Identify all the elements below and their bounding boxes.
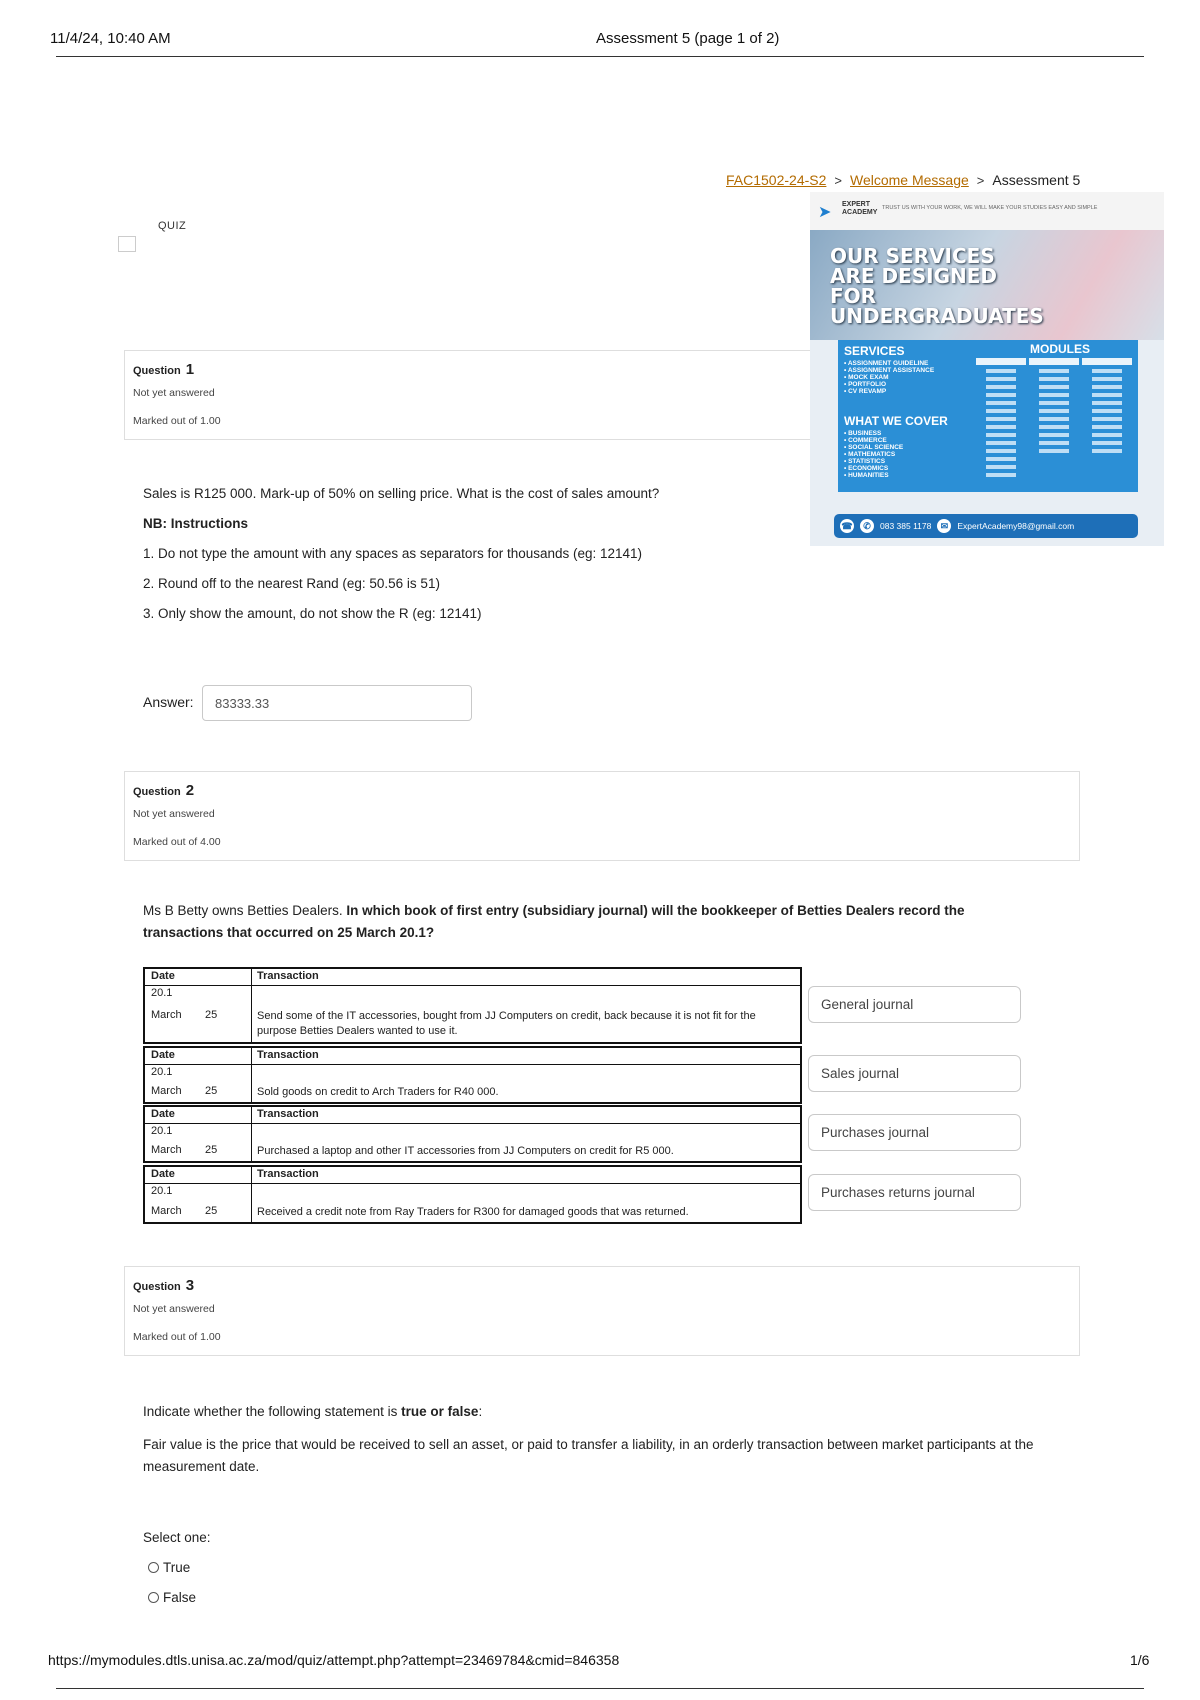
- answer-label: Answer:: [143, 694, 194, 710]
- ad-services-title: SERVICES: [844, 344, 905, 358]
- question-3-intro: Indicate whether the following statement is true or false:: [143, 1404, 483, 1419]
- date-year: 20.1: [151, 1125, 173, 1137]
- question-title: Question 1: [133, 361, 195, 378]
- date-day: 25: [205, 1009, 218, 1021]
- answer-drop-zone-2[interactable]: [808, 1055, 1021, 1092]
- ad-service-item: • CV REVAMP: [844, 388, 887, 395]
- ad-cover-item: • SOCIAL SCIENCE: [844, 444, 904, 451]
- transaction-text: Purchased a laptop and other IT accessories from JJ Computers on credit for R5 000.: [257, 1145, 674, 1157]
- question-title: Question 3: [133, 1277, 195, 1294]
- ad-service-item: • MOCK EXAM: [844, 374, 889, 381]
- transaction-header: Transaction: [257, 970, 319, 982]
- print-page-number: 1/6: [1130, 1652, 1150, 1668]
- ad-service-item: • ASSIGNMENT GUIDELINE: [844, 360, 929, 367]
- option-false[interactable]: [148, 1590, 196, 1605]
- instruction-item: 3. Only show the amount, do not show the R (eg: 12141): [143, 606, 482, 621]
- question-status: Not yet answered: [133, 1303, 215, 1315]
- radio-button-false[interactable]: [148, 1592, 159, 1603]
- transaction-header: Transaction: [257, 1168, 319, 1180]
- print-url: https://mymodules.dtls.unisa.ac.za/mod/quiz/attempt.php?attempt=23469784&cmid=846358: [48, 1652, 620, 1668]
- instruction-item: 2. Round off to the nearest Rand (eg: 50.56 is 51): [143, 576, 440, 591]
- transaction-header: Transaction: [257, 1108, 319, 1120]
- ad-cover-item: • MATHEMATICS: [844, 451, 896, 458]
- ad-cover-item: • HUMANITIES: [844, 472, 889, 479]
- date-year: 20.1: [151, 1185, 173, 1197]
- question-marks: Marked out of 1.00: [133, 1331, 221, 1343]
- answer-choice: Sales journal: [821, 1066, 900, 1081]
- date-month: March: [151, 1085, 182, 1097]
- date-header: Date: [151, 1108, 175, 1120]
- quiz-label: QUIZ: [158, 220, 187, 232]
- ad-contact-bar: [834, 514, 1138, 538]
- ad-cover-title: WHAT WE COVER: [844, 414, 948, 428]
- question-marks: Marked out of 4.00: [133, 836, 221, 848]
- question-3-statement: Fair value is the price that would be received to sell an asset, or paid to transfer a liability, in an orderly transaction between market participants at the measurement date.: [143, 1437, 1034, 1474]
- question-1-nb: NB: Instructions: [143, 516, 249, 531]
- answer-drop-zone-1[interactable]: [808, 986, 1021, 1023]
- question-info-2: [124, 771, 1080, 861]
- date-year: 20.1: [151, 987, 173, 999]
- print-page-title: Assessment 5 (page 1 of 2): [596, 30, 780, 47]
- answer-choice: General journal: [821, 997, 914, 1012]
- ad-headline: OUR SERVICES ARE DESIGNED FOR UNDERGRADUATES: [830, 244, 1044, 328]
- date-day: 25: [205, 1144, 218, 1156]
- breadcrumb-welcome-link[interactable]: Welcome Message: [850, 172, 969, 188]
- question-info-1: [124, 350, 816, 440]
- option-label: False: [163, 1590, 197, 1605]
- instruction-item: 1. Do not type the amount with any spaces as separators for thousands (eg: 12141): [143, 546, 643, 561]
- transaction-table-3: [143, 1105, 802, 1163]
- breadcrumb-separator: >: [976, 172, 985, 188]
- answer-drop-zone-3[interactable]: [808, 1114, 1021, 1151]
- ad-email: ExpertAcademy98@gmail.com: [957, 521, 1075, 531]
- ad-cover-item: • ECONOMICS: [844, 465, 889, 472]
- ad-modules-title: MODULES: [1030, 342, 1090, 356]
- question-2-text: Ms B Betty owns Betties Dealers. In which book of first entry (subsidiary journal) will the bookkeeper of Betties Dealers record the transactions that occurred on 25 March 20.1?: [143, 903, 965, 940]
- date-month: March: [151, 1144, 182, 1156]
- question-1-text: Sales is R125 000. Mark-up of 50% on selling price. What is the cost of sales amount?: [143, 486, 660, 501]
- ad-tagline: TRUST US WITH YOUR WORK, WE WILL MAKE YOUR STUDIES EASY AND SIMPLE: [882, 205, 1098, 211]
- question-marks: Marked out of 1.00: [133, 415, 221, 427]
- date-year: 20.1: [151, 1066, 173, 1078]
- option-true[interactable]: [148, 1560, 190, 1575]
- transaction-table-1: [143, 967, 802, 1044]
- question-status: Not yet answered: [133, 387, 215, 399]
- phone-icon: ☎: [840, 519, 854, 533]
- ad-service-item: • PORTFOLIO: [844, 381, 887, 388]
- answer-choice: Purchases returns journal: [821, 1185, 975, 1200]
- ad-services-list: [844, 360, 934, 395]
- option-label: True: [163, 1560, 191, 1575]
- ad-modules-grid: [976, 358, 1132, 488]
- date-header: Date: [151, 1168, 175, 1180]
- print-datetime: 11/4/24, 10:40 AM: [50, 30, 171, 47]
- radio-button-true[interactable]: [148, 1562, 159, 1573]
- quiz-icon: [118, 236, 136, 252]
- date-month: March: [151, 1009, 182, 1021]
- transaction-table-4: [143, 1165, 802, 1224]
- date-header: Date: [151, 1049, 175, 1061]
- ad-cover-item: • BUSINESS: [844, 430, 882, 437]
- ad-service-item: • ASSIGNMENT ASSISTANCE: [844, 367, 935, 374]
- ad-cover-item: • STATISTICS: [844, 458, 886, 465]
- answer-choice: Purchases journal: [821, 1125, 930, 1140]
- question-info-3: [124, 1266, 1080, 1356]
- select-one-label: Select one:: [143, 1530, 211, 1545]
- ad-brand: EXPERT ACADEMY: [842, 201, 878, 216]
- question-title: Question 2: [133, 782, 195, 799]
- answer-input[interactable]: [202, 685, 472, 721]
- header-divider: [56, 56, 1144, 57]
- transaction-header: Transaction: [257, 1049, 319, 1061]
- question-status: Not yet answered: [133, 808, 215, 820]
- advertisement-banner[interactable]: [810, 192, 1164, 546]
- paper-plane-icon: ➤: [818, 204, 832, 221]
- breadcrumb-course-link[interactable]: FAC1502-24-S2: [726, 172, 827, 188]
- email-icon: ✉: [937, 519, 951, 533]
- date-day: 25: [205, 1085, 218, 1097]
- breadcrumb-current: Assessment 5: [992, 172, 1081, 188]
- transaction-table-2: [143, 1046, 802, 1104]
- date-header: Date: [151, 970, 175, 982]
- whatsapp-icon: ✆: [860, 519, 874, 533]
- ad-phone: 083 385 1178: [880, 521, 932, 531]
- footer-divider: [56, 1688, 1144, 1689]
- date-day: 25: [205, 1205, 218, 1217]
- breadcrumb: [726, 172, 1080, 188]
- ad-cover-item: • COMMERCE: [844, 437, 887, 444]
- ad-cover-list: [844, 430, 903, 479]
- transaction-text: Received a credit note from Ray Traders for R300 for damaged goods that was returned.: [257, 1206, 689, 1218]
- breadcrumb-separator: >: [834, 172, 842, 188]
- transaction-text: Send some of the IT accessories, bought from JJ Computers on credit, back because it is not fit for the purpose Betties Dealers wanted to use it.: [257, 1010, 756, 1037]
- date-month: March: [151, 1205, 182, 1217]
- answer-drop-zone-4[interactable]: [808, 1174, 1021, 1211]
- transaction-text: Sold goods on credit to Arch Traders for R40 000.: [257, 1086, 499, 1098]
